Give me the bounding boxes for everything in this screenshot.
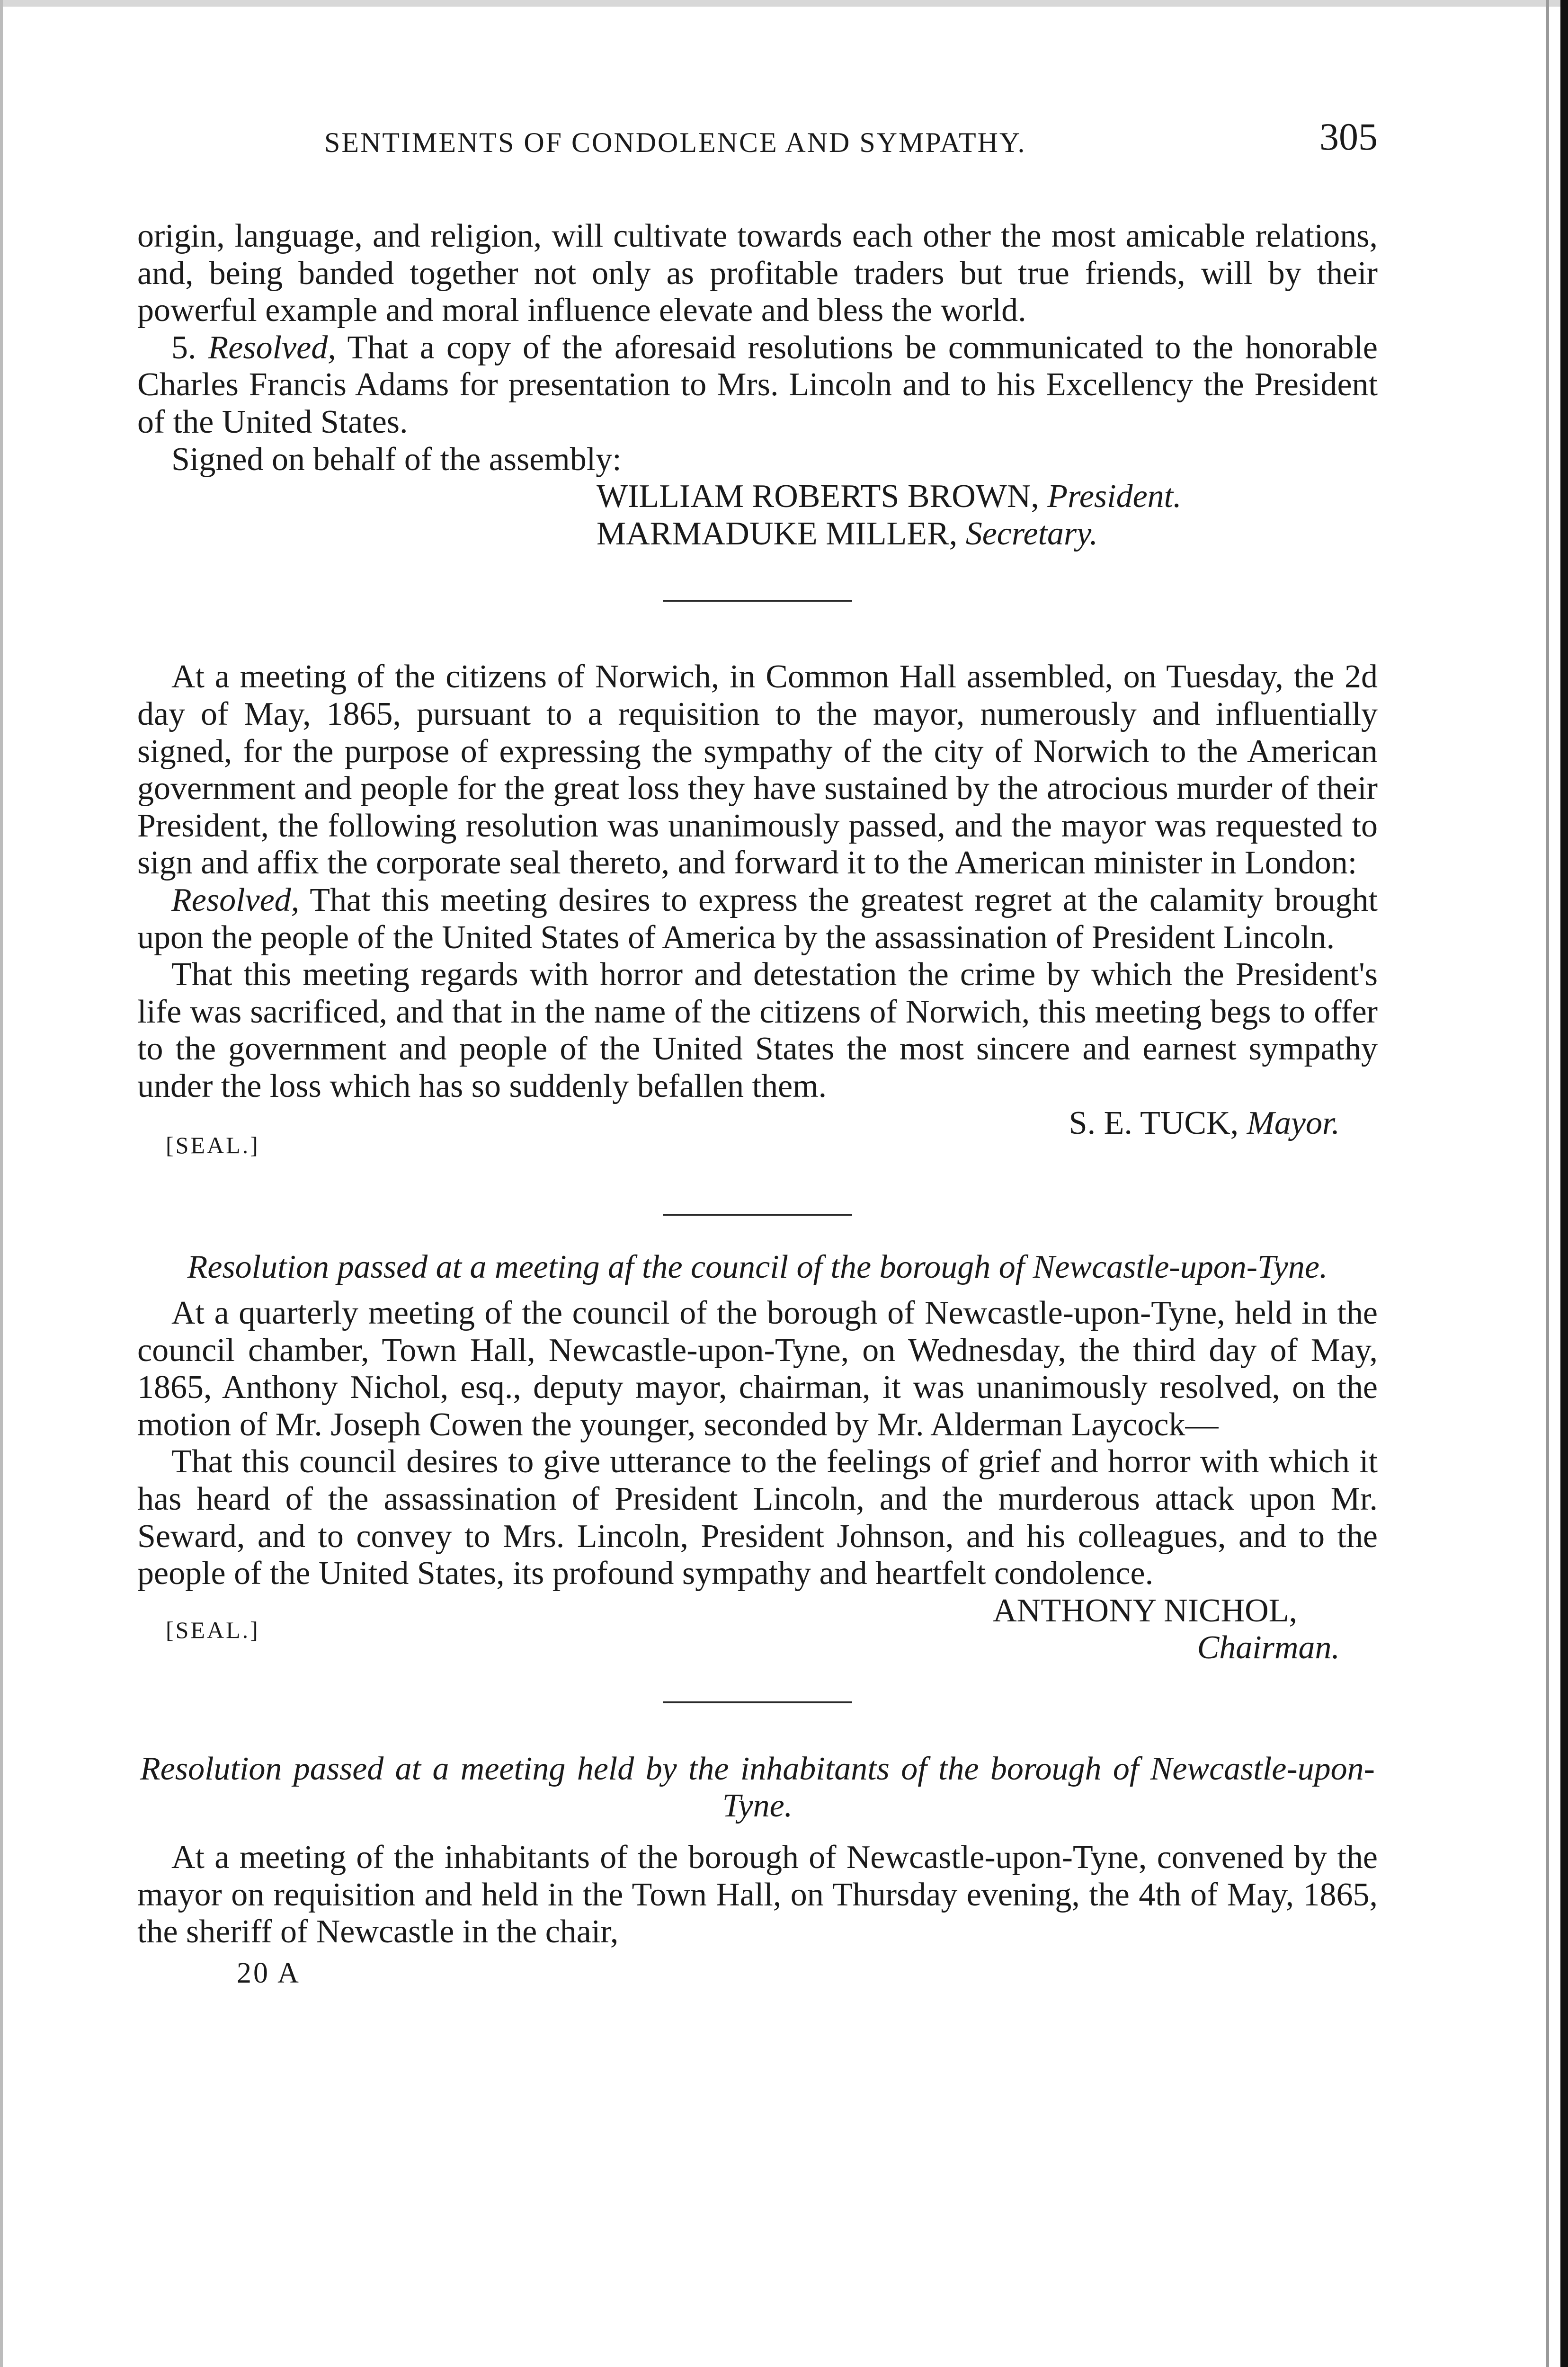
signature-title: Secretary.	[965, 515, 1098, 552]
resolution-text: That a copy of the aforesaid resolutions be communicated to the honorable Charles Francis Adams for presentation to Mrs. Lincoln and to his Excellency the President of the United States.	[137, 329, 1378, 440]
page-number: 305	[1319, 115, 1378, 158]
council-heading: Resolution passed at a meeting af the council of the borough of Newcastle-upon-Tyne.	[187, 1249, 1328, 1286]
norwich-resolution	[137, 882, 1378, 956]
running-title: SENTIMENTS OF CONDOLENCE AND SYMPATHY.	[324, 127, 1026, 158]
signature-name: MARMADUKE MILLER,	[597, 515, 958, 552]
signature-president	[597, 478, 1378, 516]
signature-mark: 20 A	[237, 1957, 301, 1989]
signature-mayor	[1069, 1105, 1340, 1142]
council-signature-row	[137, 1593, 1378, 1673]
inhabitants-heading: Resolution passed at a meeting held by the inhabitants of the borough of Newcastle-upon-Tyne.	[140, 1750, 1375, 1824]
norwich-paragraph-3: That this meeting regards with horror and detestation the crime by which the President's life was sacrificed, and that in the name of the citizens of Norwich, this meeting begs to offer to the government and people of the United States the most sincere and earnest sympathy under the loss which has so suddenly befallen them.	[137, 956, 1378, 1104]
norwich-signature-row	[137, 1105, 1378, 1162]
signature-name: S. E. TUCK,	[1069, 1105, 1239, 1142]
council-paragraph-1: At a quarterly meeting of the council of the borough of Newcastle-upon-Tyne, held in the council chamber, Town Hall, Newcastle-upon-Tyne, on Wednesday, the third day of May, 1865, Anthony Nichol, esq., deputy mayor, chairman, it was unanimously resolved, on the motion of Mr. Joseph Cowen the younger, seconded by Mr. Alderman Laycock—	[137, 1295, 1378, 1443]
page-body	[137, 218, 1378, 1993]
signature-title: Mayor.	[1247, 1105, 1340, 1142]
page-left-edge	[0, 0, 3, 2367]
page-right-edge	[1560, 0, 1568, 2367]
resolved-label: Resolved,	[208, 329, 336, 366]
page-top-edge	[0, 0, 1568, 7]
page-binding-line	[1546, 0, 1549, 2367]
resolution-number: 5.	[171, 329, 196, 366]
signature-title: President.	[1047, 478, 1182, 515]
inhabitants-paragraph-1: At a meeting of the inhabitants of the borough of Newcastle-upon-Tyne, convened by the mayor on requisition and held in the Town Hall, on Thursday evening, the 4th of May, 1865, the sheriff of Newcastle in the chair,	[137, 1839, 1378, 1950]
signature-name: WILLIAM ROBERTS BROWN,	[597, 478, 1039, 515]
signatures-block-1	[137, 478, 1378, 552]
signed-line: Signed on behalf of the assembly:	[171, 441, 622, 478]
footer-row	[137, 1951, 1378, 1993]
seal-mark: [SEAL.]	[166, 1132, 260, 1159]
council-paragraph-2: That this council desires to give utterance to the feelings of grief and horror with which it has heard of the assassination of President Lincoln, and the murderous attack upon Mr. Seward, and to convey to Mrs. Lincoln, President Johnson, and his colleagues, and to the people of the United States, its profound sympathy and heartfelt condolence.	[137, 1443, 1378, 1592]
signature-chairman-name: ANTHONY NICHOL,	[993, 1592, 1297, 1629]
norwich-paragraph-1: At a meeting of the citizens of Norwich, in Common Hall assembled, on Tuesday, the 2d day of May, 1865, pursuant to a requisition to the mayor, numerously and influentially signed, for the purpose of expressing the sympathy of the city of Norwich to the American government and people for the great loss they have sustained by the atrocious murder of their President, the following resolution was unanimously passed, and the mayor was requested to sign and affix the corporate seal thereto, and forward it to the American minister in London:	[137, 658, 1378, 881]
resolution-5	[137, 329, 1378, 441]
resolution-text: That this meeting desires to express the greatest regret at the calamity brought upon the people of the United States of America by the assassination of President Lincoln.	[137, 881, 1378, 956]
signature-title: Chairman.	[1197, 1629, 1340, 1666]
signature-secretary	[597, 516, 1378, 553]
resolved-label: Resolved,	[171, 881, 300, 918]
seal-mark: [SEAL.]	[166, 1616, 260, 1643]
page-header	[137, 115, 1378, 167]
paragraph-continuation: origin, language, and religion, will cultivate towards each other the most amicable relations, and, being banded together not only as profitable traders but true friends, will by their powerful example and moral influence elevate and bless the world.	[137, 218, 1378, 329]
